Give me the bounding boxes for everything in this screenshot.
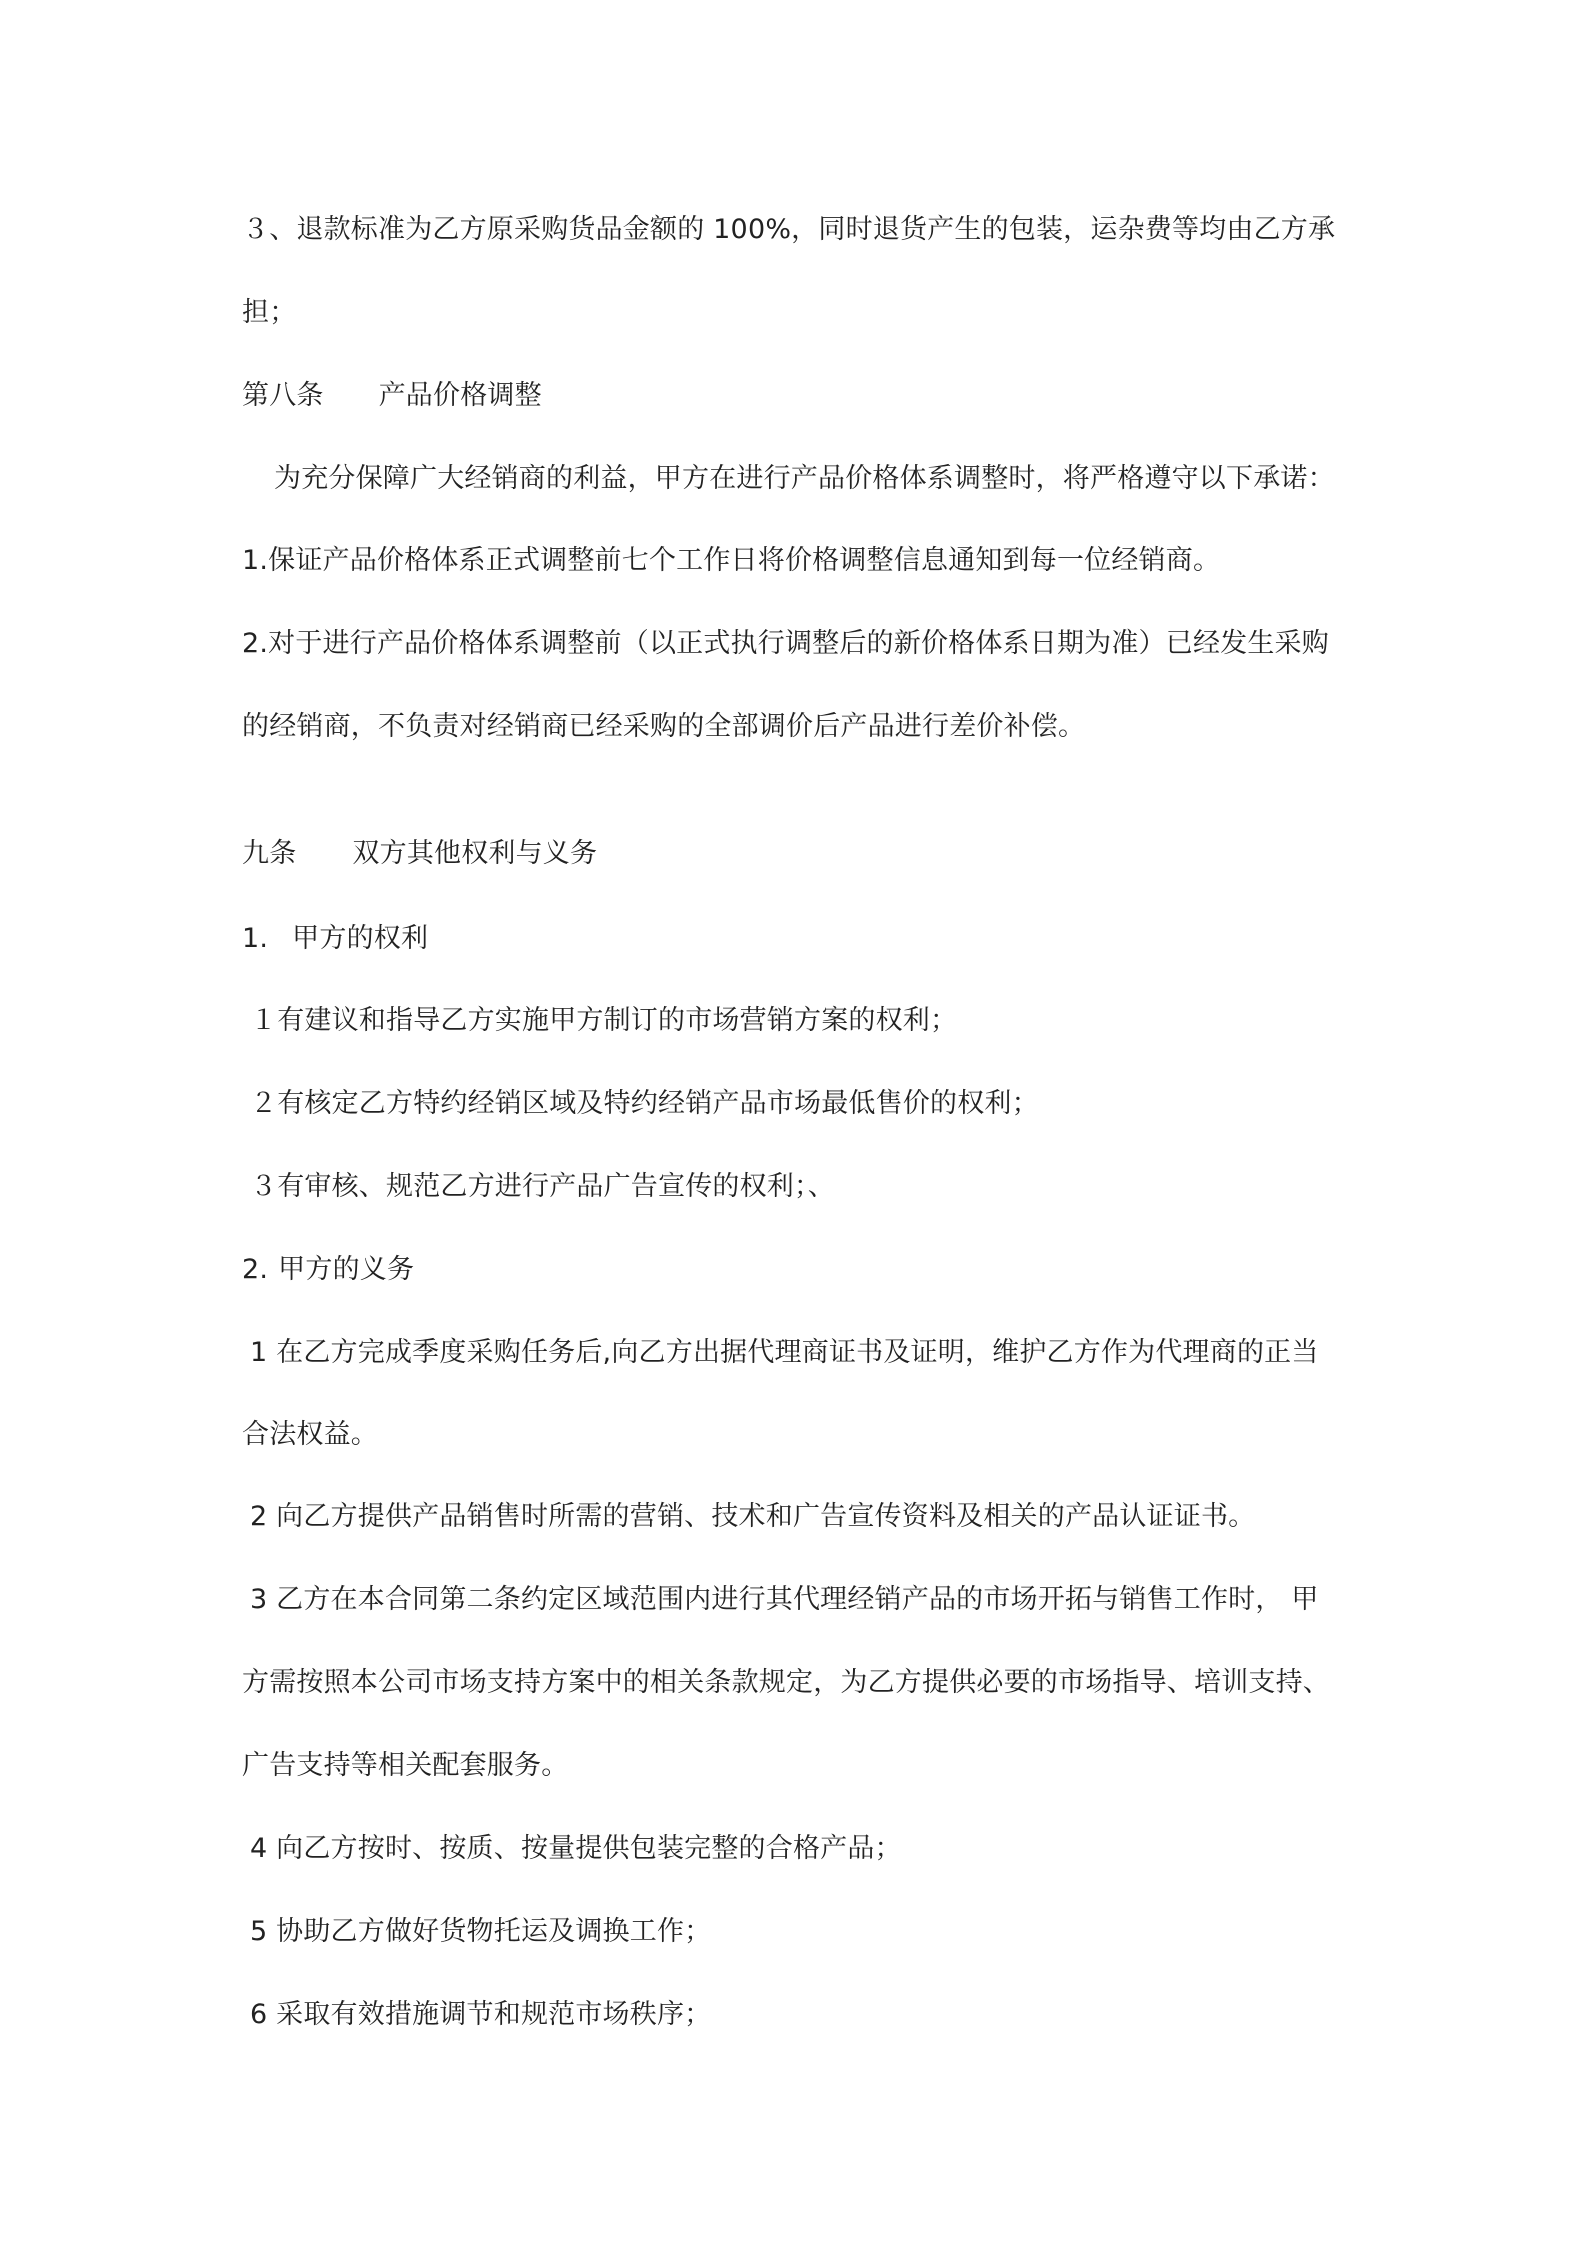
article-9-number: 九条 <box>242 838 297 869</box>
paragraph-price-commitment: 为充分保障广大经销商的利益，甲方在进行产品价格体系调整时，将严格遵守以下承诺： <box>274 463 1335 494</box>
article-8-title: 产品价格调整 <box>378 380 542 411</box>
article-8-heading <box>242 376 542 416</box>
section-2-title: 甲方的义务 <box>278 1254 415 1285</box>
article-8-number: 第八条 <box>242 380 324 411</box>
duty-item-3-cont: 方需按照本公司市场支持方案中的相关条款规定，为乙方提供必要的市场指导、培训支持、 <box>242 1667 1330 1698</box>
duty-item-6: 6 采取有效措施调节和规范市场秩序； <box>250 1999 712 2030</box>
article-9-title: 双方其他权利与义务 <box>352 838 598 869</box>
section-1-heading <box>242 919 428 959</box>
paragraph-refund-standard-cont: 担； <box>242 297 297 328</box>
right-item-1: １有建议和指导乙方实施甲方制订的市场营销方案的权利； <box>250 1005 958 1036</box>
duty-item-5: 5 协助乙方做好货物托运及调换工作； <box>250 1916 712 1947</box>
duty-item-1: 1 在乙方完成季度采购任务后,向乙方出据代理商证书及证明，维护乙方作为代理商的正当 <box>250 1337 1319 1368</box>
duty-item-3-cont-2: 广告支持等相关配套服务。 <box>242 1750 569 1781</box>
section-2-number: 2. <box>242 1254 269 1285</box>
right-item-3: ３有审核、规范乙方进行产品广告宣传的权利；、 <box>250 1171 835 1202</box>
article-9-heading <box>242 834 597 874</box>
duty-item-1-cont: 合法权益。 <box>242 1419 378 1450</box>
right-item-2: ２有核定乙方特约经销区域及特约经销产品市场最低售价的权利； <box>250 1088 1039 1119</box>
paragraph-price-notice: 1.保证产品价格体系正式调整前七个工作日将价格调整信息通知到每一位经销商。 <box>242 545 1221 576</box>
section-1-number: 1. <box>242 923 269 954</box>
duty-item-2: 2 向乙方提供产品销售时所需的营销、技术和广告宣传资料及相关的产品认证证书。 <box>250 1501 1256 1532</box>
section-1-title: 甲方的权利 <box>292 923 429 954</box>
section-2-heading <box>242 1250 414 1290</box>
duty-item-4: 4 向乙方按时、按质、按量提供包装完整的合格产品； <box>250 1833 902 1864</box>
duty-item-3: 3 乙方在本合同第二条约定区域范围内进行其代理经销产品的市场开拓与销售工作时， 甲 <box>250 1584 1319 1615</box>
paragraph-price-compensation-cont: 的经销商，不负责对经销商已经采购的全部调价后产品进行差价补偿。 <box>242 711 1086 742</box>
paragraph-price-compensation: 2.对于进行产品价格体系调整前（以正式执行调整后的新价格体系日期为准）已经发生采购 <box>242 628 1329 659</box>
paragraph-refund-standard: ３、退款标准为乙方原采购货品金额的 100%，同时退货产生的包装，运杂费等均由乙方承 <box>242 214 1336 245</box>
